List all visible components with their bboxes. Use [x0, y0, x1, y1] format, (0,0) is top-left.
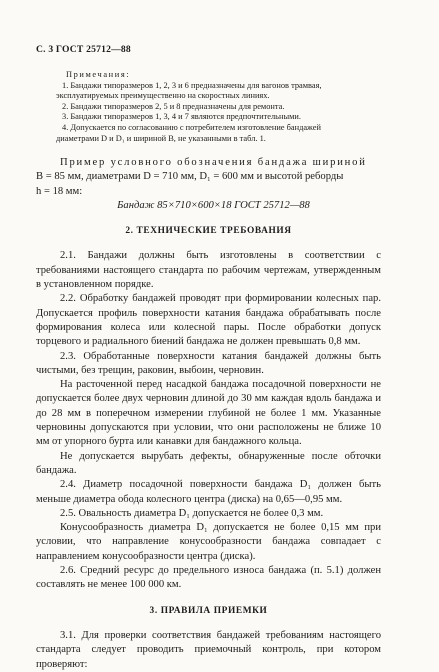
- section-title: 3. ПРАВИЛА ПРИЕМКИ: [149, 605, 268, 616]
- paragraph: 3.1. Для проверки соответствия бандажей требованиям настоящего стандарта следует проводить приемочный контроль, при котором проверяют:: [36, 629, 381, 670]
- notes-title: Примечания:: [66, 70, 131, 79]
- note-item: 4. Допускается по согласованию с потребителем изготовление бандажей: [62, 122, 321, 132]
- document-body: [36, 156, 381, 672]
- paragraph: 2.4. Диаметр посадочной поверхности бандажа D₁ должен быть меньше диаметра обода колесного центра (диска) на 0,65—0,95 мм.: [36, 479, 381, 505]
- note-item: 3. Бандажи типоразмеров 1, 3, 4 и 7 являются предпочтительными.: [62, 112, 301, 122]
- example-designation: Бандаж 85×710×600×18 ГОСТ 25712—88: [117, 199, 310, 211]
- example-line: B = 85 мм, диаметрами D = 710 мм, D₁ = 600 мм и высотой реборды: [36, 171, 344, 183]
- example-line: h = 18 мм:: [36, 185, 83, 197]
- note-item: 2. Бандажи типоразмеров 2, 5 и 8 предназначены для ремонта.: [62, 101, 285, 111]
- paragraph: Конусообразность диаметра D₁ допускается не более 0,15 мм при условии, что направление конусообразности бандажа совпадает с направлением конусообразности центра (диска).: [36, 522, 381, 562]
- paragraph: 2.6. Средний ресурс до предельного износа бандажа (п. 5.1) должен составлять не менее 100 000 км.: [36, 565, 381, 591]
- note-item: 1. Бандажи типоразмеров 1, 2, 3 и 6 предназначены для вагонов трамвая,: [62, 80, 322, 90]
- paragraph: 2.2. Обработку бандажей проводят при формировании колесных пар. Допускается профиль поверхности катания бандажа обрабатывать после формирования колеса или колесной пары. После обработки допуск торцевого и радиального биений бандажа не должен превышать 0,8 мм.: [36, 293, 381, 348]
- notes-block: [56, 70, 397, 144]
- example-line: Пример условного обозначения бандажа шириной: [60, 157, 367, 168]
- note-item: диаметрами D и D₁ и шириной B, не указанными в табл. 1.: [56, 133, 266, 143]
- paragraph: Не допускается вырубать дефекты, обнаруженные после обточки бандажа.: [36, 450, 381, 476]
- note-item: эксплуатируемых преимущественно на скоростных линиях.: [56, 91, 270, 101]
- paragraph: На расточенной перед насадкой бандажа посадочной поверхности не допускается более двух черновин длиной до 30 мм каждая вдоль бандажа и до 28 мм в поперечном измерении глубиной не более 1 мм. Указанные черновины допускаются при условии, что они расположены не ближе 10 мм от упорного бурта или канавки для бандажного кольца.: [36, 379, 381, 448]
- page-header: С. 3 ГОСТ 25712—88: [36, 44, 131, 55]
- section-title: 2. ТЕХНИЧЕСКИЕ ТРЕБОВАНИЯ: [125, 226, 292, 237]
- paragraph: 2.5. Овальность диаметра D₁ допускается не более 0,3 мм.: [60, 507, 324, 519]
- paragraph: 2.3. Обработанные поверхности катания бандажей должны быть чистыми, без трещин, раковин, выбоин, черновин.: [36, 350, 381, 376]
- paragraph: 2.1. Бандажи должны быть изготовлены в соответствии с требованиями настоящего стандарта по рабочим чертежам, утвержденным в установленном порядке.: [36, 250, 381, 291]
